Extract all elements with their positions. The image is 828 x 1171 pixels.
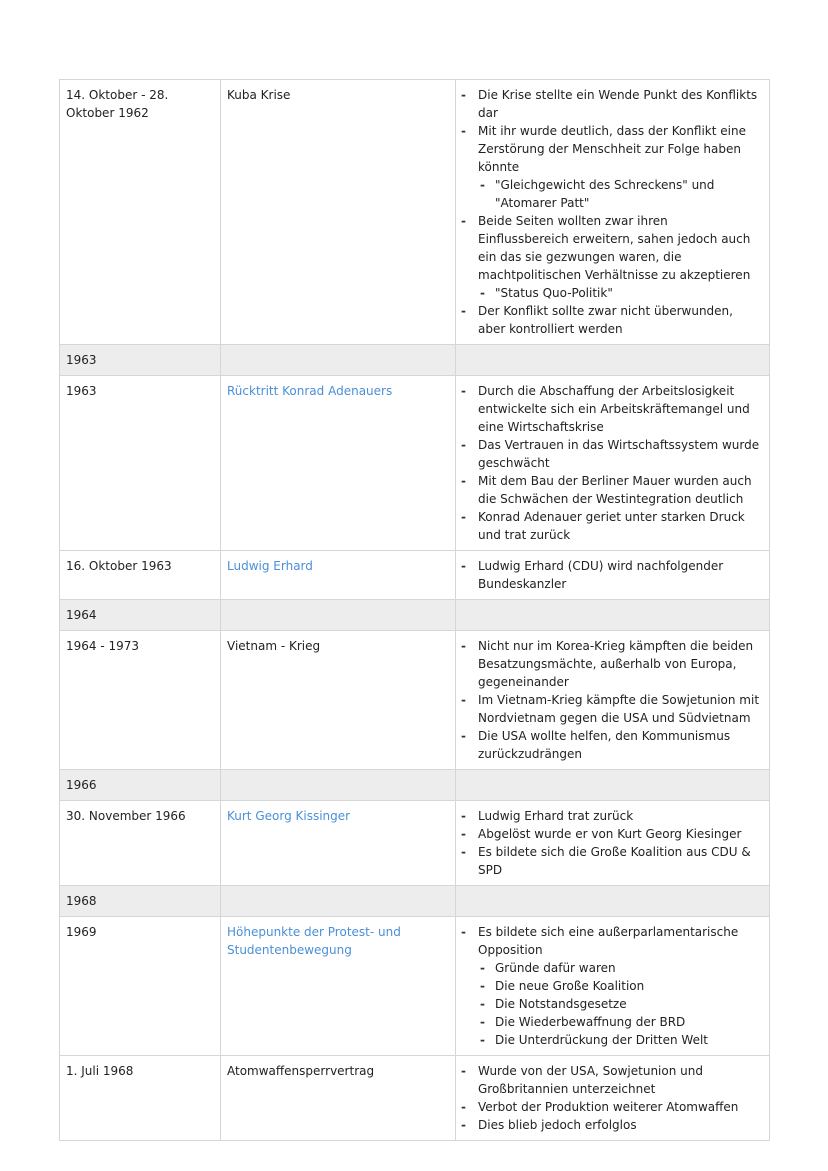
table-row bbox=[60, 631, 770, 770]
bullet-item: - Nicht nur im Korea-Krieg kämpften die beiden Besatzungsmächte, außerhalb von Europa, gegeneinander bbox=[461, 637, 761, 691]
year-row bbox=[60, 345, 770, 376]
table-row bbox=[60, 551, 770, 600]
event-link[interactable]: Ludwig Erhard bbox=[221, 551, 456, 600]
bullet-list bbox=[461, 382, 761, 544]
event-cell: Kuba Krise bbox=[221, 80, 456, 345]
date-cell: 1. Juli 1968 bbox=[60, 1056, 221, 1141]
date-cell: 1964 - 1973 bbox=[60, 631, 221, 770]
bullet-item: - Dies blieb jedoch erfolglos bbox=[461, 1116, 761, 1134]
timeline-table bbox=[59, 79, 770, 1141]
details-cell bbox=[456, 631, 770, 770]
bullet-item bbox=[461, 212, 761, 302]
date-cell: 1963 bbox=[60, 376, 221, 551]
year-label: 1963 bbox=[60, 345, 221, 376]
event-link[interactable]: Kurt Georg Kissinger bbox=[221, 801, 456, 886]
bullet-list bbox=[461, 557, 761, 593]
bullet-text: Mit ihr wurde deutlich, dass der Konflikt eine Zerstörung der Menschheit zur Folge haben könnte bbox=[478, 124, 746, 174]
bullet-item: - Ludwig Erhard trat zurück bbox=[461, 807, 761, 825]
bullet-item: - Ludwig Erhard (CDU) wird nachfolgender Bundeskanzler bbox=[461, 557, 761, 593]
date-cell: 14. Oktober - 28. Oktober 1962 bbox=[60, 80, 221, 345]
date-cell: 30. November 1966 bbox=[60, 801, 221, 886]
bullet-item: - Verbot der Produktion weiterer Atomwaffen bbox=[461, 1098, 761, 1116]
event-cell: Atomwaffensperrvertrag bbox=[221, 1056, 456, 1141]
details-cell bbox=[456, 1056, 770, 1141]
bullet-list bbox=[461, 923, 761, 1049]
date-cell: 1969 bbox=[60, 917, 221, 1056]
bullet-list bbox=[461, 637, 761, 763]
year-row bbox=[60, 600, 770, 631]
bullet-item: - Abgelöst wurde er von Kurt Georg Kiesinger bbox=[461, 825, 761, 843]
sub-bullet-item: - Die Wiederbewaffnung der BRD bbox=[478, 1013, 761, 1031]
details-cell bbox=[456, 917, 770, 1056]
sub-bullet-item: - Die Notstandsgesetze bbox=[478, 995, 761, 1013]
sub-bullet-item: - Die Unterdrückung der Dritten Welt bbox=[478, 1031, 761, 1049]
bullet-item: - Die USA wollte helfen, den Kommunismus zurückzudrängen bbox=[461, 727, 761, 763]
bullet-item: - Konrad Adenauer geriet unter starken Druck und trat zurück bbox=[461, 508, 761, 544]
details-cell bbox=[456, 80, 770, 345]
bullet-item bbox=[461, 122, 761, 212]
year-row bbox=[60, 770, 770, 801]
sub-bullet-item: - Die neue Große Koalition bbox=[478, 977, 761, 995]
bullet-text: Beide Seiten wollten zwar ihren Einflussbereich erweitern, sahen jedoch auch ein das sie gezwungen waren, die machtpolitischen Verhältnisse zu akzeptieren bbox=[478, 214, 751, 282]
bullet-list bbox=[461, 807, 761, 879]
bullet-item: - Mit dem Bau der Berliner Mauer wurden auch die Schwächen der Westintegration deutlich bbox=[461, 472, 761, 508]
year-label: 1966 bbox=[60, 770, 221, 801]
bullet-item: - Im Vietnam-Krieg kämpfte die Sowjetunion mit Nordvietnam gegen die USA und Südvietnam bbox=[461, 691, 761, 727]
event-link[interactable]: Höhepunkte der Protest- und Studentenbewegung bbox=[221, 917, 456, 1056]
date-cell: 16. Oktober 1963 bbox=[60, 551, 221, 600]
year-row bbox=[60, 886, 770, 917]
bullet-list bbox=[461, 86, 761, 338]
details-cell bbox=[456, 801, 770, 886]
bullet-item: - Der Konflikt sollte zwar nicht überwunden, aber kontrolliert werden bbox=[461, 302, 761, 338]
year-label: 1968 bbox=[60, 886, 221, 917]
sub-bullet-item: - "Gleichgewicht des Schreckens" und "Atomarer Patt" bbox=[478, 176, 761, 212]
table-row bbox=[60, 376, 770, 551]
bullet-list bbox=[461, 1062, 761, 1134]
year-label: 1964 bbox=[60, 600, 221, 631]
table-row bbox=[60, 801, 770, 886]
bullet-item: - Das Vertrauen in das Wirtschaftssystem wurde geschwächt bbox=[461, 436, 761, 472]
sub-bullet-list bbox=[478, 176, 761, 212]
table-row bbox=[60, 1056, 770, 1141]
bullet-item bbox=[461, 923, 761, 1049]
bullet-text: Es bildete sich eine außerparlamentarische Opposition bbox=[478, 925, 739, 957]
sub-bullet-list bbox=[478, 284, 761, 302]
details-cell bbox=[456, 376, 770, 551]
event-cell: Vietnam - Krieg bbox=[221, 631, 456, 770]
table-row bbox=[60, 917, 770, 1056]
bullet-item: - Es bildete sich die Große Koalition aus CDU & SPD bbox=[461, 843, 761, 879]
table-row bbox=[60, 80, 770, 345]
sub-bullet-list bbox=[478, 959, 761, 1049]
bullet-item: - Wurde von der USA, Sowjetunion und Großbritannien unterzeichnet bbox=[461, 1062, 761, 1098]
details-cell bbox=[456, 551, 770, 600]
sub-bullet-item: - Gründe dafür waren bbox=[478, 959, 761, 977]
event-link[interactable]: Rücktritt Konrad Adenauers bbox=[221, 376, 456, 551]
bullet-item: - Durch die Abschaffung der Arbeitslosigkeit entwickelte sich ein Arbeitskräftemangel und eine Wirtschaftskrise bbox=[461, 382, 761, 436]
sub-bullet-item: - "Status Quo-Politik" bbox=[478, 284, 761, 302]
document-page bbox=[59, 79, 769, 1141]
bullet-item: - Die Krise stellte ein Wende Punkt des Konflikts dar bbox=[461, 86, 761, 122]
